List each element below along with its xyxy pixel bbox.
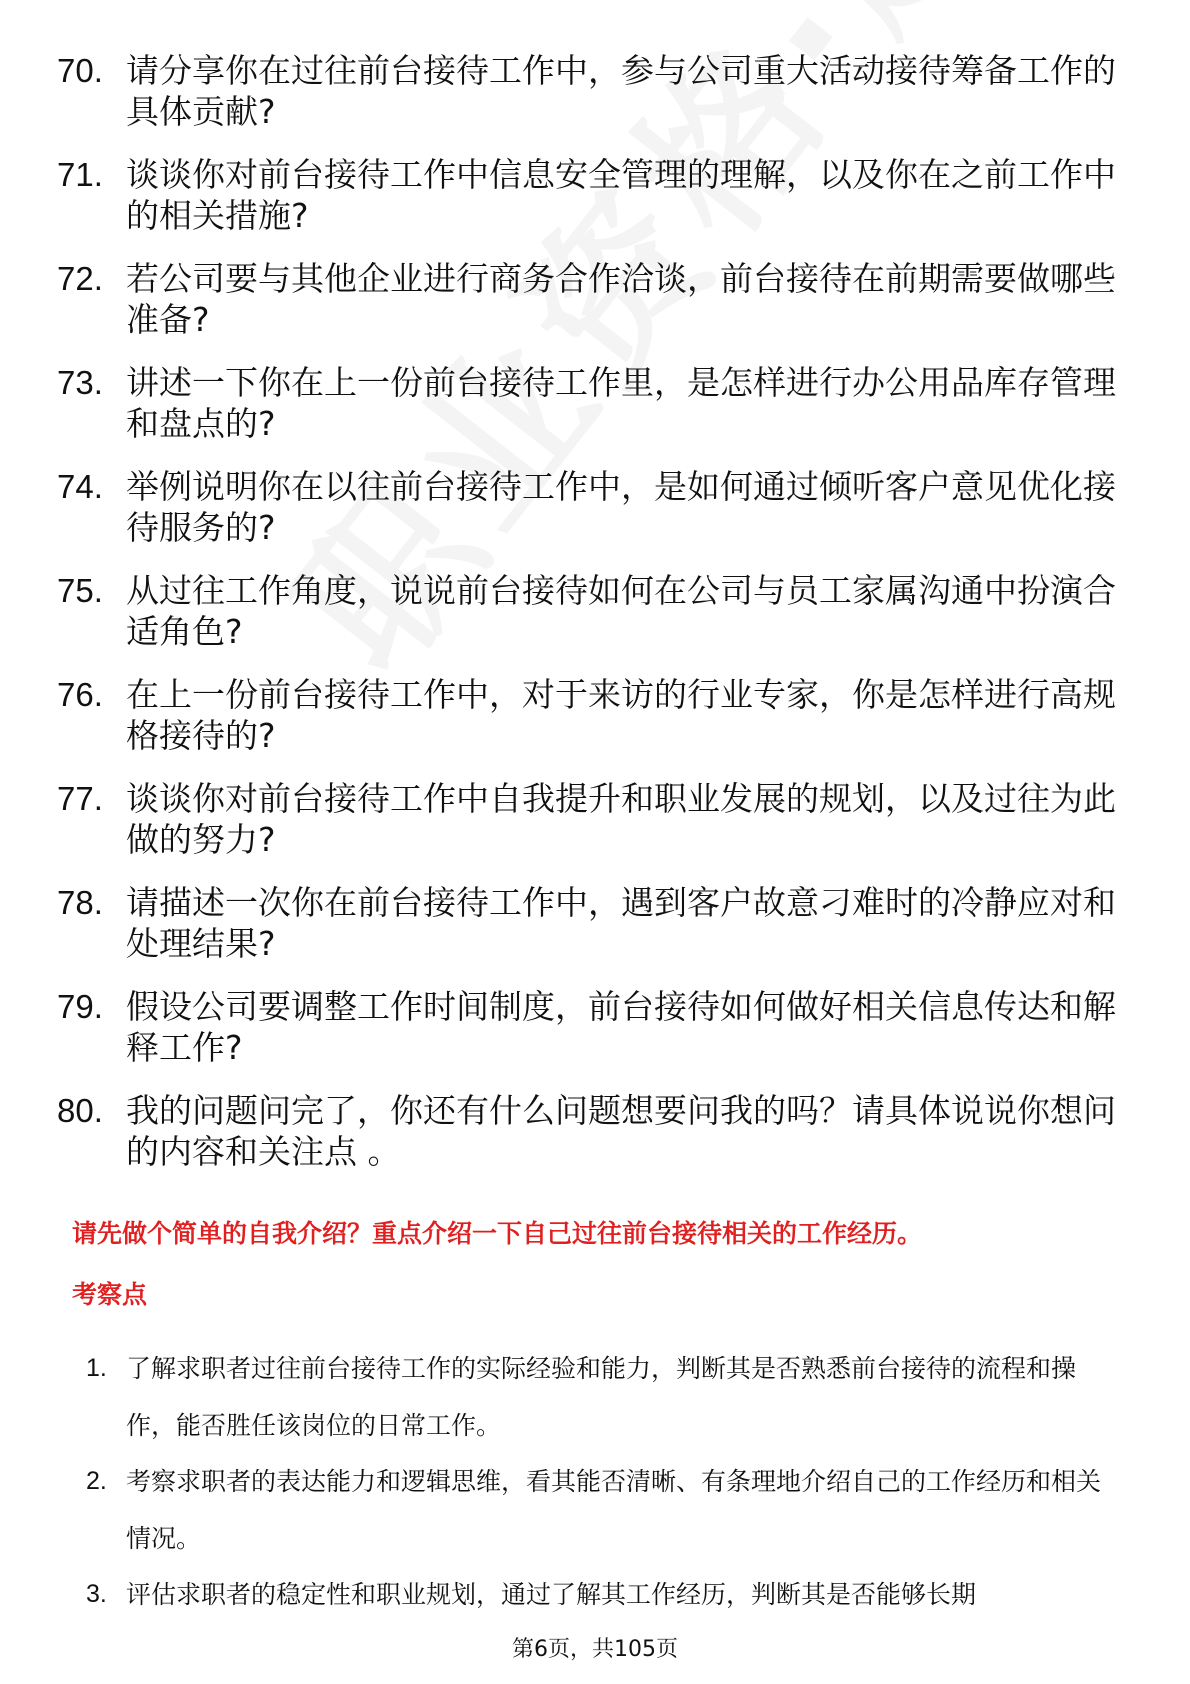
page-number: 第6页，共105页 bbox=[512, 1637, 678, 1662]
question-text: 请分享你在过往前台接待工作中，参与公司重大活动接待筹备工作的具体贡献? bbox=[126, 51, 1116, 131]
question-number: 73. bbox=[57, 364, 103, 401]
question-text: 从过往工作角度，说说前台接待如何在公司与员工家属沟通中扮演合适角色? bbox=[126, 571, 1116, 651]
question-number: 74. bbox=[57, 468, 103, 505]
point-number: 2. bbox=[86, 1467, 107, 1495]
list-item bbox=[0, 50, 1190, 154]
list-item bbox=[0, 466, 1190, 570]
question-number: 75. bbox=[57, 572, 103, 609]
question-number: 80. bbox=[57, 1092, 103, 1129]
point-text: 考察求职者的表达能力和逻辑思维，看其能否清晰、有条理地介绍自己的工作经历和相关情况。 bbox=[126, 1467, 1102, 1553]
question-number: 79. bbox=[57, 988, 103, 1025]
highlighted-question: 请先做个简单的自我介绍？重点介绍一下自己过往前台接待相关的工作经历。 bbox=[72, 1219, 923, 1248]
list-item bbox=[0, 674, 1190, 778]
list-item bbox=[0, 362, 1190, 466]
question-text: 假设公司要调整工作时间制度，前台接待如何做好相关信息传达和解释工作? bbox=[126, 987, 1116, 1067]
question-text: 举例说明你在以往前台接待工作中，是如何通过倾听客户意见优化接待服务的? bbox=[126, 467, 1116, 547]
section-heading: 考察点 bbox=[72, 1280, 148, 1309]
question-text: 请描述一次你在前台接待工作中，遇到客户故意刁难时的冷静应对和处理结果? bbox=[126, 883, 1116, 963]
question-number: 76. bbox=[57, 676, 103, 713]
list-item bbox=[0, 1340, 1190, 1453]
list-item bbox=[0, 882, 1190, 986]
point-number: 1. bbox=[86, 1354, 107, 1382]
question-number: 78. bbox=[57, 884, 103, 921]
point-number: 3. bbox=[86, 1580, 107, 1608]
list-item bbox=[0, 570, 1190, 674]
question-text: 我的问题问完了，你还有什么问题想要问我的吗？请具体说说你想问的内容和关注点 。 bbox=[126, 1091, 1116, 1171]
list-item bbox=[0, 1453, 1190, 1566]
list-item bbox=[0, 154, 1190, 258]
question-number: 71. bbox=[57, 156, 103, 193]
question-number: 77. bbox=[57, 780, 103, 817]
assessment-points-list bbox=[0, 1340, 1190, 1679]
list-item bbox=[0, 778, 1190, 882]
list-item bbox=[0, 986, 1190, 1090]
question-number: 72. bbox=[57, 260, 103, 297]
point-text: 评估求职者的稳定性和职业规划，通过了解其工作经历，判断其是否能够长期 bbox=[126, 1580, 977, 1609]
question-list bbox=[0, 50, 1190, 1194]
question-text: 在上一份前台接待工作中，对于来访的行业专家，你是怎样进行高规格接待的? bbox=[126, 675, 1116, 755]
question-text: 谈谈你对前台接待工作中信息安全管理的理解，以及你在之前工作中的相关措施? bbox=[126, 155, 1116, 235]
question-text: 讲述一下你在上一份前台接待工作里，是怎样进行办公用品库存管理和盘点的? bbox=[126, 363, 1116, 443]
question-text: 若公司要与其他企业进行商务合作洽谈，前台接待在前期需要做哪些准备? bbox=[126, 259, 1116, 339]
list-item bbox=[0, 258, 1190, 362]
list-item bbox=[0, 1090, 1190, 1194]
question-text: 谈谈你对前台接待工作中自我提升和职业发展的规划，以及过往为此做的努力? bbox=[126, 779, 1116, 859]
point-text: 了解求职者过往前台接待工作的实际经验和能力，判断其是否熟悉前台接待的流程和操作，能否胜任该岗位的日常工作。 bbox=[126, 1354, 1077, 1440]
question-number: 70. bbox=[57, 52, 103, 89]
